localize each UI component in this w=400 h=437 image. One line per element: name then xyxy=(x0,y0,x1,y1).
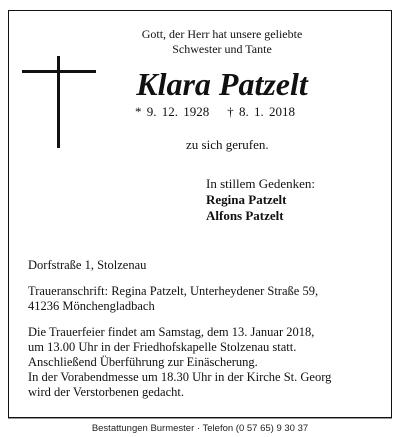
deceased-name: Klara Patzelt xyxy=(136,66,308,102)
cross-icon-bar xyxy=(22,70,96,73)
mourning-address-city: 41236 Mönchengladbach xyxy=(28,299,155,313)
mourning-heading: In stillem Gedenken: xyxy=(206,176,316,191)
intro-text xyxy=(122,27,322,57)
mourner-name: Alfons Patzelt xyxy=(206,208,284,223)
life-dates xyxy=(135,104,295,120)
funeral-info-cont: um 13.00 Uhr in der Friedhofskapelle Stolzenau statt. xyxy=(28,340,297,354)
mourning-block xyxy=(206,176,315,224)
funeral-info: Die Trauerfeier findet am Samstag, dem 13. Januar 2018, xyxy=(28,325,315,339)
intro-line: Schwester und Tante xyxy=(172,42,272,56)
cremation-info: Anschließend Überführung zur Einäscherung. xyxy=(28,355,258,369)
intro-line: Gott, der Herr hat unsere geliebte xyxy=(141,27,303,41)
mass-info-cont: wird der Verstorbenen gedacht. xyxy=(28,385,184,399)
footer-divider xyxy=(8,418,392,419)
address: Dorfstraße 1, Stolzenau xyxy=(28,258,147,272)
mass-info: In der Vorabendmesse um 18.30 Uhr in der Kirche St. Georg xyxy=(28,370,332,384)
details-block xyxy=(28,258,378,400)
undertaker-footer: Bestattungen Burmester · Telefon (0 57 65) 9 30 37 xyxy=(91,423,309,434)
birth-date: * 9. 12. 1928 xyxy=(135,104,210,119)
death-date: † 8. 1. 2018 xyxy=(227,104,295,119)
called-text: zu sich gerufen. xyxy=(186,137,269,152)
mourning-address: Traueranschrift: Regina Patzelt, Unterheydener Straße 59, xyxy=(28,284,319,298)
mourner-name: Regina Patzelt xyxy=(206,192,287,207)
